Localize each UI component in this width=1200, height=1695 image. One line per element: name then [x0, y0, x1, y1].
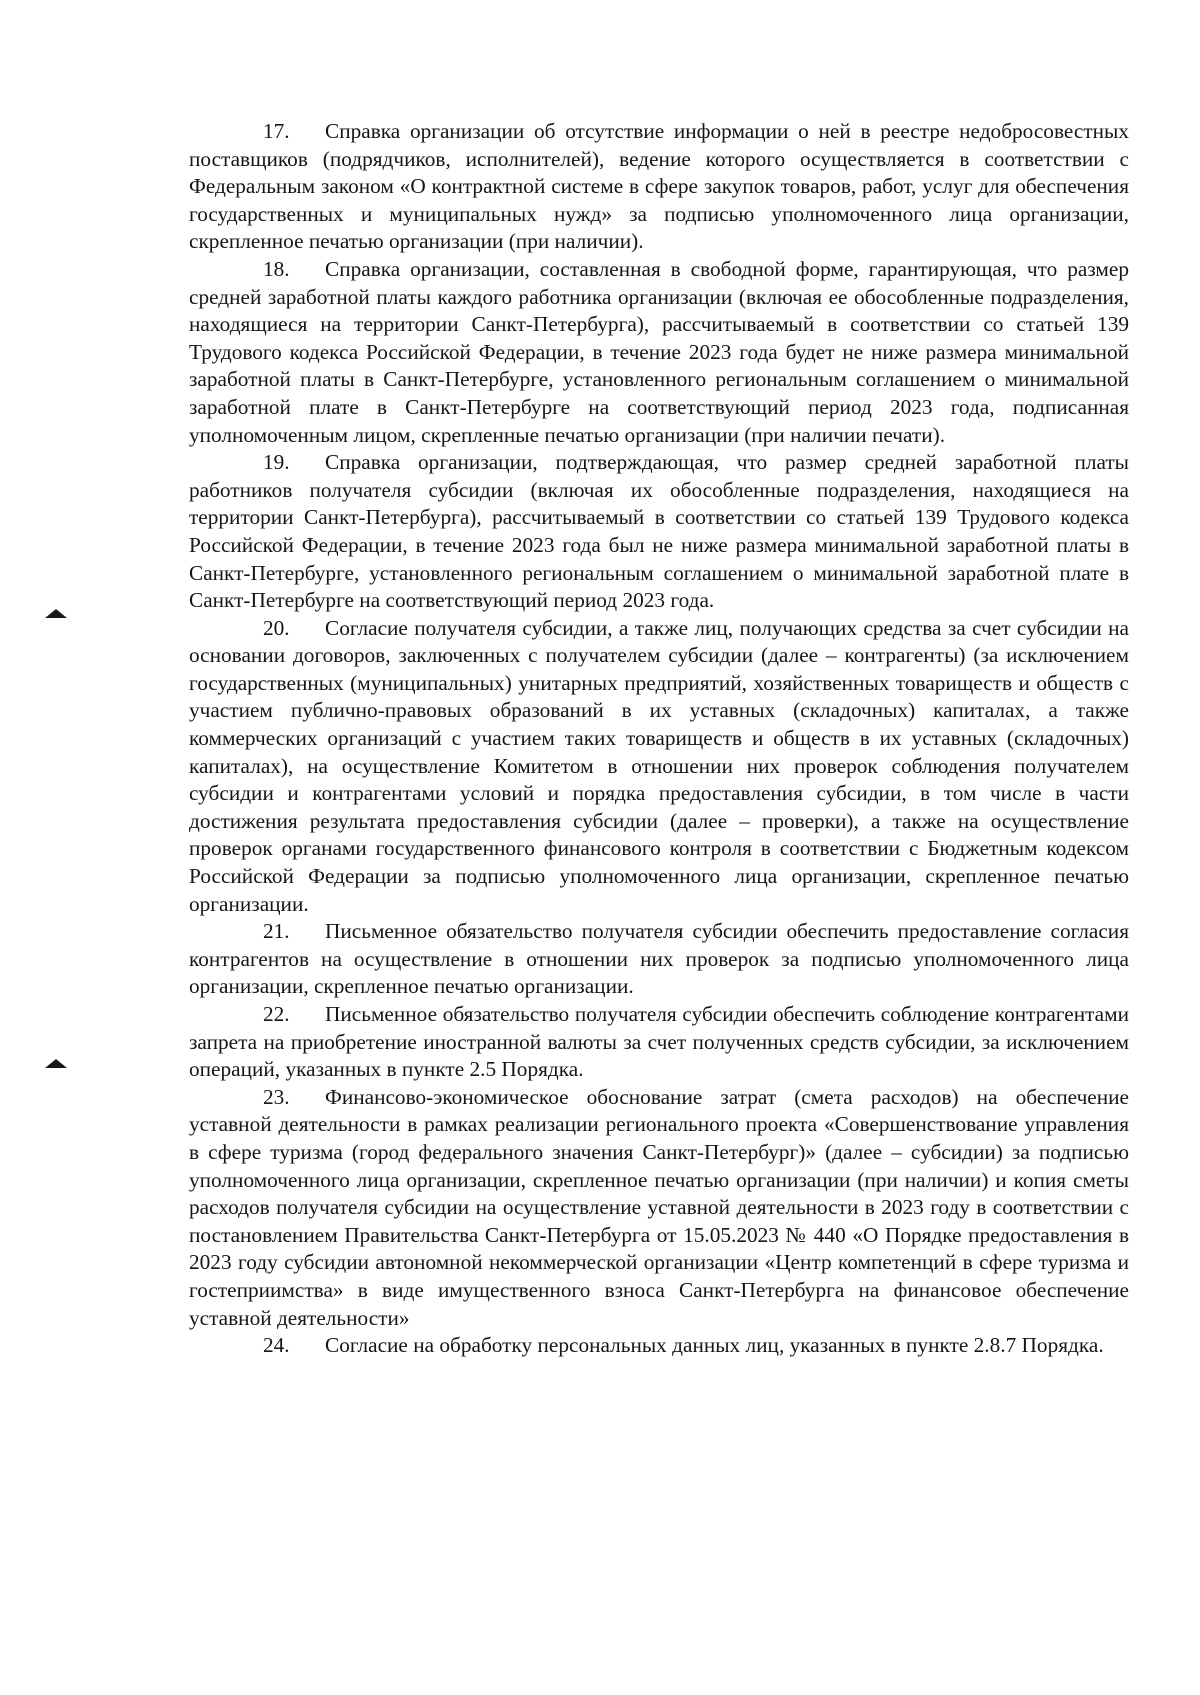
list-item-18	[189, 256, 1129, 449]
list-item-22	[189, 1001, 1129, 1084]
item-number: 19.	[263, 450, 290, 475]
item-number: 22.	[263, 1002, 290, 1026]
list-item-24	[189, 1332, 1129, 1360]
item-number: 21.	[263, 919, 290, 944]
list-item-19	[189, 449, 1129, 615]
list-item-20	[189, 615, 1129, 919]
list-item-23	[189, 1084, 1129, 1332]
scan-margin-mark	[45, 1059, 67, 1068]
item-text: Согласие на обработку персональных данных лиц, указанных в пункте 2.8.7 Порядка.	[325, 1333, 1104, 1358]
item-text: Справка организации, подтверждающая, что размер средней заработной платы работников получателя субсидии (включая их обособленные подразделения, находящиеся на территории Санкт-Петербурга), рассчитываемый в соответствии со статьей 139 Трудового кодекса Российской Федерации, в течение 2023 года был не ниже размера минимальной заработной платы в Санкт-Петербурге, установленного региональным соглашением о минимальной заработной плате в Санкт-Петербурге на соответствующий период 2023 года.	[189, 450, 1129, 613]
list-item-21	[189, 918, 1129, 1001]
item-number: 20.	[263, 615, 290, 640]
item-text: Справка организации, составленная в свободной форме, гарантирующая, что размер средней заработной платы каждого работника организации (включая ее обособленные подразделения, находящиеся на территории Санкт-Петербурга), рассчитываемый в соответствии со статьей 139 Трудового кодекса Российской Федерации, в течение 2023 года будет не ниже размера минимальной заработной платы в Санкт-Петербурге, установленного региональным соглашением о минимальной заработной плате в Санкт-Петербурге на соответствующий период 2023 года, подписанная уполномоченным лицом, скрепленные печатью организации (при наличии печати).	[189, 256, 1129, 447]
item-number: 18.	[263, 256, 290, 281]
item-number: 24.	[263, 1333, 290, 1358]
item-number: 23.	[263, 1084, 290, 1109]
item-text: Письменное обязательство получателя субсидии обеспечить предоставление согласия контрагентов на осуществление в отношении них проверок за подписью уполномоченного лица организации, скрепленное печатью организации.	[189, 919, 1129, 999]
item-number: 17.	[263, 119, 290, 143]
document-body	[189, 118, 1129, 1360]
item-text: Согласие получателя субсидии, а также лиц, получающих средства за счет субсидии на основании договоров, заключенных с получателем субсидии (далее – контрагенты) (за исключением государственных (муниципальных) унитарных предприятий, хозяйственных товариществ и обществ с участием публично-правовых образований в их уставных (складочных) капиталах, а также коммерческих организаций с участием таких товариществ и обществ в их уставных (складочных) капиталах), на осуществление Комитетом в отношении них проверок соблюдения получателем субсидии и контрагентами условий и порядка предоставления субсидии, в том числе в части достижения результата предоставления субсидии (далее – проверки), а также на осуществление проверок органами государственного финансового контроля в соответствии с Бюджетным кодексом Российской Федерации за подписью уполномоченного лица организации, скрепленное печатью организации.	[189, 615, 1129, 916]
item-text: Финансово-экономическое обоснование затрат (смета расходов) на обеспечение уставной деятельности в рамках реализации регионального проекта «Совершенствование управления в сфере туризма (город федерального значения Санкт-Петербург)» (далее – субсидии) за подписью уполномоченного лица организации, скрепленное печатью организации (при наличии) и копия сметы расходов получателя субсидии на осуществление уставной деятельности в 2023 году в соответствии с постановлением Правительства Санкт-Петербурга от 15.05.2023 № 440 «О Порядке предоставления в 2023 году субсидии автономной некоммерческой организации «Центр компетенций в сфере туризма и гостеприимства» в виде имущественного взноса Санкт-Петербурга на финансовое обеспечение уставной деятельности»	[189, 1084, 1129, 1330]
item-text: Справка организации об отсутствие информации о ней в реестре недобросовестных поставщиков (подрядчиков, исполнителей), ведение которого осуществляется в соответствии с Федеральным законом «О контрактной системе в сфере закупок товаров, работ, услуг для обеспечения государственных и муниципальных нужд» за подписью уполномоченного лица организации, скрепленное печатью организации (при наличии).	[189, 119, 1129, 254]
scan-margin-mark	[45, 609, 67, 618]
list-item-17	[189, 118, 1129, 256]
item-text: Письменное обязательство получателя субсидии обеспечить соблюдение контрагентами запрета на приобретение иностранной валюты за счет полученных средств субсидии, за исключением операций, указанных в пункте 2.5 Порядка.	[189, 1002, 1129, 1082]
